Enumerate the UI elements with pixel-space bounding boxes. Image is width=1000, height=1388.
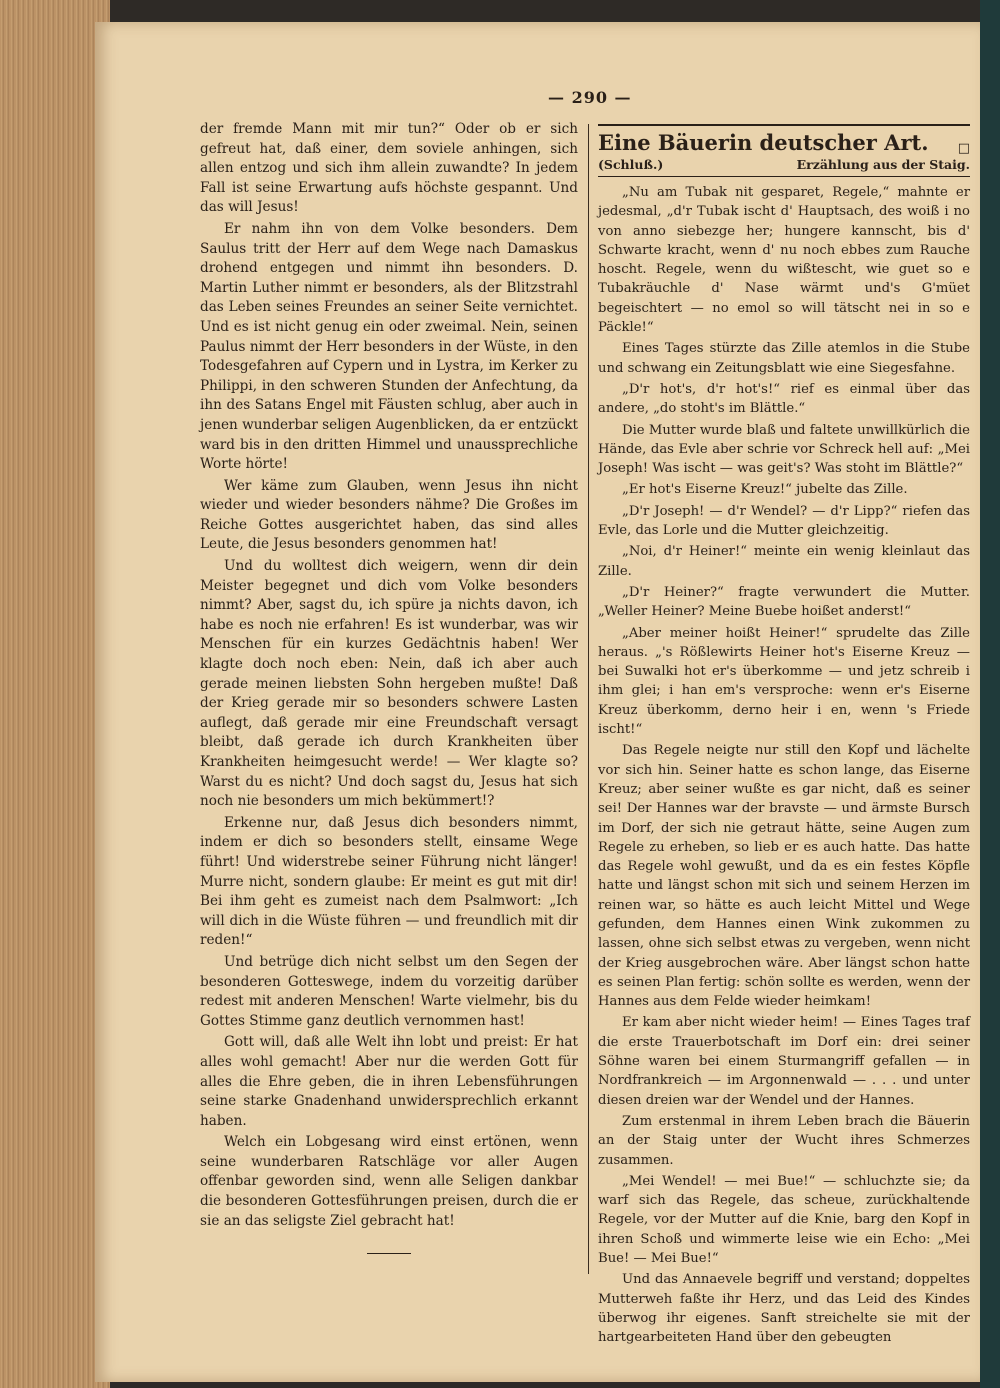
paragraph: der fremde Mann mit mir tun?“ Oder ob er sich gefreut hat, daß einer, dem soviele anhingen, sich allen entzog und sich ihm allein zuwandte? In jedem Fall ist seine Erwartung aufs höchste gespannt. Und das will Jesus! — [200, 121, 578, 216]
paragraph: „D'r Heiner?“ fragte verwundert die Mutter. „Weller Heiner? Meine Buebe hoißet anderst!“ — [598, 584, 970, 620]
paragraph: „Noi, d'r Heiner!“ meinte ein wenig kleinlaut das Zille. — [598, 544, 970, 579]
header-rule — [598, 124, 970, 126]
header-rule — [598, 176, 970, 177]
paragraph: „D'r Joseph! — d'r Wendel? — d'r Lipp?“ riefen das Evle, das Lorle und die Mutter gleichzeitig. — [598, 503, 970, 539]
story-subtitle: Erzählung aus der Staig. — [796, 157, 970, 172]
paragraph: Er kam aber nicht wieder heim! — Eines Tages traf die erste Trauerbotschaft im Dorf ein: drei seiner Söhne waren bei einem Sturmangriff gefallen — in Nordfrankreich — im Argonnenwald — . . . und unter diesen dreien war der Wendel und der Hannes. — [598, 1015, 970, 1108]
story-title: Eine Bäuerin deutscher Art. — [598, 130, 929, 155]
paragraph: Und du wolltest dich weigern, wenn dir dein Meister begegnet und dich vom Volke besonders nimmt? Aber, sagst du, ich spüre ja nichts davon, ich habe es noch nie erfahren! Es ist wunderbar, was wir Menschen für ein kurzes Gedächtnis haben! Wer klagte doch noch eben: Nein, daß ich aber auch gerade meinen liebsten Sohn hergeben mußte! Daß der Krieg gerade mir so besonders schwere Lasten auflegt, daß gerade mir eine Freundschaft versagt bleibt, daß gerade ich durch Krankheiten über Krankheiten heimgesucht werde! — Wer klagte so? Warst du es nicht? Und doch sagst du, Jesus hat sich noch nie besonders um mich bekümmert!? — [200, 558, 578, 810]
right-column — [598, 120, 970, 1350]
paragraph: „Nu am Tubak nit gesparet, Regele,“ mahnte er jedesmal, „d'r Tubak ischt d' Hauptsach, des woiß i no von anno siebezge her; hungere kannscht, bis d' Schwarte kracht, wenn d' nu noch ebbes zum Rauche hoscht. Regele, wenn du wißtescht, wie guet so e Tubakräuchle d' Nase wärmt und's G'müet begeischtert — no emol so will tätscht nei in so e Päckle!“ — [598, 185, 970, 336]
paragraph: „Aber meiner hoißt Heiner!“ sprudelte das Zille heraus. „'s Rößlewirts Heiner hot's Eiserne Kreuz — bei Suwalki hot er's überkomme — und jetz schreib i ihm glei; i han em's versproche: wenn er's Eiserne Kreuz überkomm, derno heir i en, wenn 's Friede ischt!“ — [598, 625, 970, 738]
left-column — [200, 120, 578, 1254]
story-header — [598, 130, 970, 156]
paragraph: „Mei Wendel! — mei Bue!“ — schluchzte sie; da warf sich das Regele, das scheue, zurückhaltende Regele, vor der Mutter auf die Knie, barg den Kopf in ihren Schoß und wimmerte leise wie ein Echo: „Mei Bue! — Mei Bue!“ — [598, 1173, 970, 1267]
paragraph: Die Mutter wurde blaß und faltete unwillkürlich die Hände, das Evle aber schrie vor Schreck hell auf: „Mei Joseph! Was ischt — was geit's? Was stoht im Blättle?“ — [598, 422, 970, 477]
page-number: — 290 — — [548, 88, 632, 107]
paragraph: Gott will, daß alle Welt ihn lobt und preist: Er hat alles wohl gemacht! Aber nur die werden Gott für alles die Ehre geben, die in ihren Lebensführungen seine starke Gnadenhand unwidersprechlich erkannt haben. — [200, 1034, 578, 1129]
end-rule — [367, 1253, 411, 1254]
paragraph: Zum erstenmal in ihrem Leben brach die Bäuerin an der Staig unter der Wucht ihres Schmerzes zusammen. — [598, 1113, 970, 1168]
paragraph: „Er hot's Eiserne Kreuz!“ jubelte das Zille. — [622, 482, 908, 498]
story-subheader — [598, 156, 970, 174]
paragraph: Das Regele neigte nur still den Kopf und lächelte vor sich hin. Seiner hatte es schon lange, das Eiserne Kreuz; aber seiner wußte es gar nicht, daß es seiner sei! Der Hannes war der bravste — und ärmste Bursch im Dorf, der sich nie getraut hätte, seine Augen zum Regele zu erheben, so lieb er es auch hatte. Das hatte das Regele wohl gewußt, und da es ein festes Köpfle hatte und längst schon mit sich und seinem Herzen im reinen war, so hätte es auch leicht Mittel und Wege gefunden, dem Hannes einen Wink zukommen zu lassen, ohne sich selbst etwas zu vergeben, wenn nicht der Krieg ausgebrochen wäre. Aber längst schon hatte es seinen Plan fertig: schön sollte es werden, wenn der Hannes aus dem Felde wieder heimkam! — [598, 743, 970, 1010]
paragraph: Wer käme zum Glauben, wenn Jesus ihn nicht wieder und wieder besonders nähme? Die Großes im Reiche Gottes ausgerichtet haben, das sind alles Leute, die Jesus besonders genommen hat! — [200, 477, 578, 553]
paragraph: Und betrüge dich nicht selbst um den Segen der besonderen Gotteswege, indem du vorzeitig darüber redest mit anderen Menschen! Warte vielmehr, bis du Gottes Stimme ganz deutlich vernommen hast! — [200, 953, 578, 1029]
paragraph: Eines Tages stürzte das Zille atemlos in die Stube und schwang ein Zeitungsblatt wie eine Siegesfahne. — [598, 341, 970, 376]
story-part: (Schluß.) — [598, 157, 664, 172]
paragraph: Und das Annaevele begriff und verstand; doppeltes Mutterweh faßte ihr Herz, und das Leid des Kindes überwog ihr eigenes. Sanft streichelte sie mit der hartgearbeiteten Hand über den gebeugten — [598, 1272, 970, 1346]
paragraph: Erkenne nur, daß Jesus dich besonders nimmt, indem er dich so besonders stellt, einsame Wege führt! Und widerstrebe seiner Führung nicht länger! Murre nicht, sondern glaube: Er meint es gut mit dir! Bei ihm geht es zumeist nach dem Psalmwort: „Ich will dich in die Wüste führen — und freundlich mit dir reden!“ — [200, 814, 578, 949]
book-edge — [0, 0, 110, 1388]
column-divider — [588, 124, 589, 1274]
paragraph: Welch ein Lobgesang wird einst ertönen, wenn seine wunderbaren Ratschläge vor aller Augen offenbar geworden sind, wenn alle Seligen dankbar die besonderen Gottesführungen preisen, durch die er sie an das seligste Ziel gebracht hat! — [200, 1134, 578, 1229]
box-marker: □ — [957, 141, 970, 156]
paragraph: „D'r hot's, d'r hot's!“ rief es einmal über das andere, „do stoht's im Blättle.“ — [598, 381, 970, 417]
facing-page-edge — [980, 0, 1000, 1388]
paragraph: Er nahm ihn von dem Volke besonders. Dem Saulus tritt der Herr auf dem Wege nach Damaskus drohend entgegen und nimmt ihn besonders. D. Martin Luther nimmt er besonders, als der Blitzstrahl das Leben seines Freundes an seiner Seite vernichtet. Und es ist nicht genug ein oder zweimal. Nein, seinen Paulus nimmt der Herr besonders in der Wüste, in den Todesgefahren auf Cypern und in Lystra, im Kerker zu Philippi, in den schweren Stunden der Anfechtung, da ihn des Satans Engel mit Fäusten schlug, aber auch in jenen wunderbar seligen Augenblicken, da er entzückt ward bis in den dritten Himmel und unaussprechliche Worte hörte! — [200, 220, 578, 473]
